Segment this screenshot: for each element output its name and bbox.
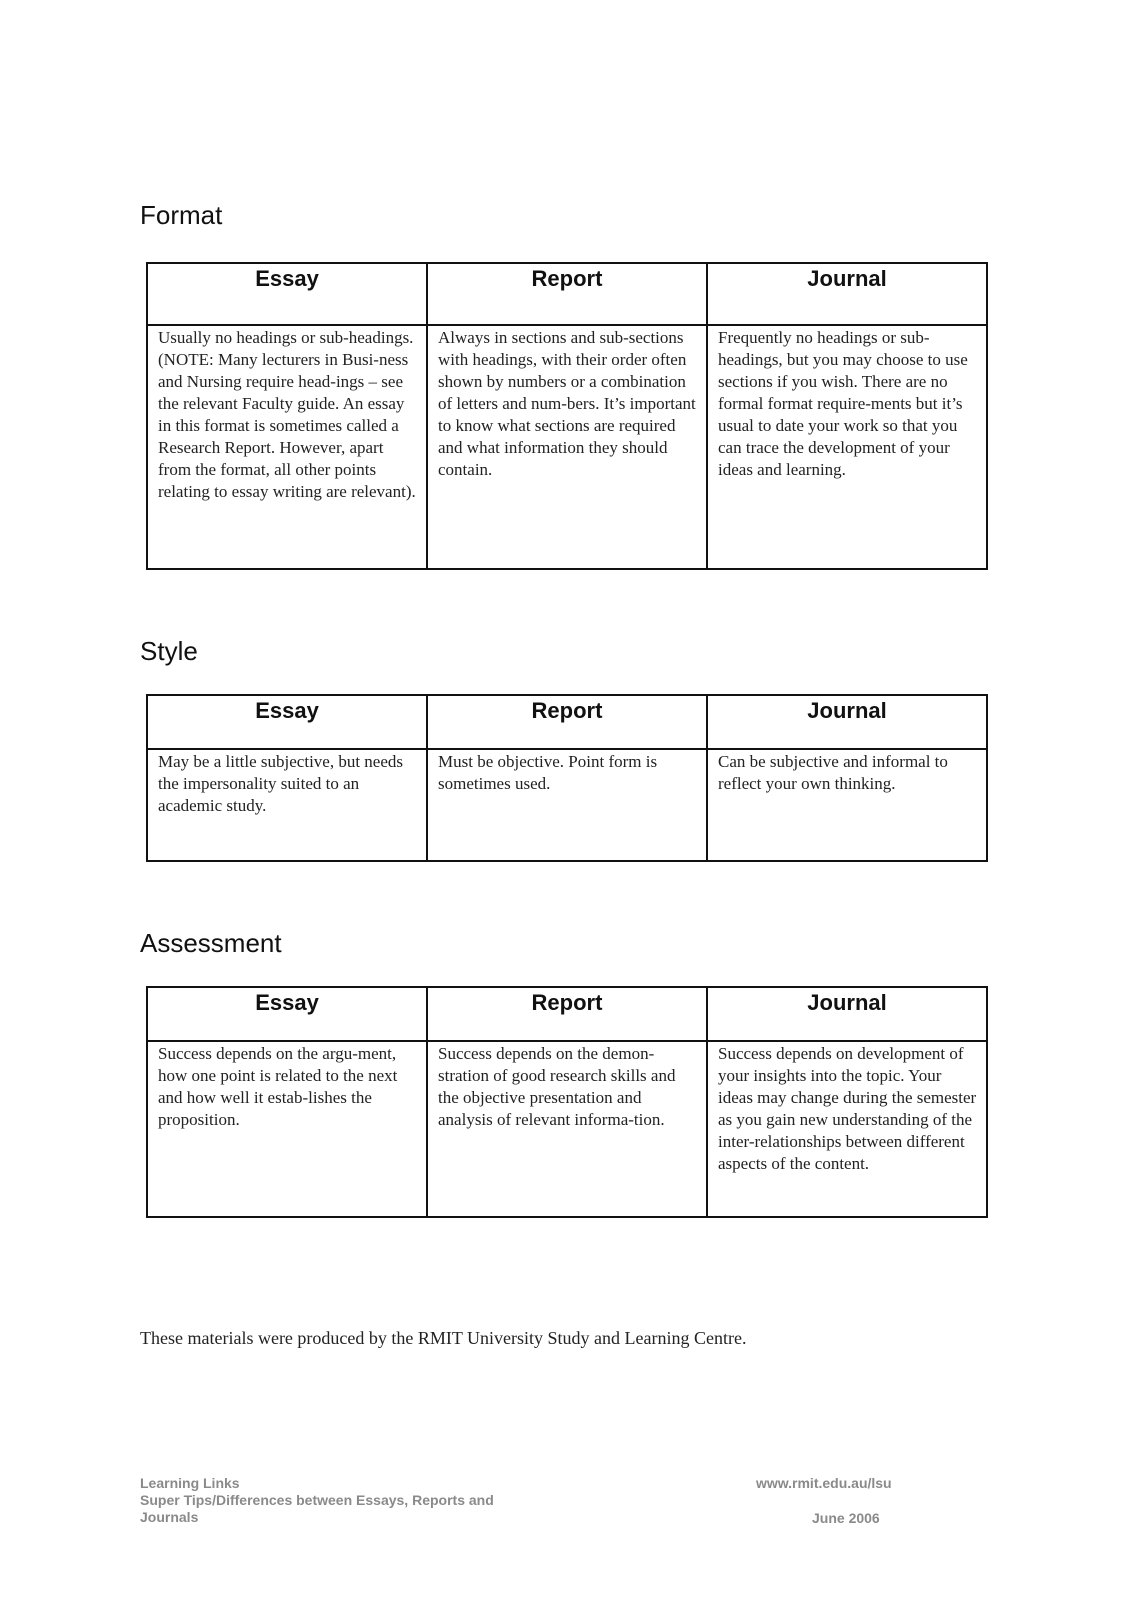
column-header-essay: Essay xyxy=(147,695,427,749)
journal-style-cell: Can be subjective and informal to reflect your own thinking. xyxy=(707,749,987,861)
table-row xyxy=(147,749,987,861)
essay-format-cell xyxy=(147,325,427,569)
table-row xyxy=(147,1041,987,1217)
column-header-essay: Essay xyxy=(147,263,427,325)
style-table xyxy=(146,694,988,862)
report-assessment-cell: Success depends on the demon-stration of good research skills and the objective presentation and analysis of relevant informa-tion. xyxy=(427,1041,707,1217)
essay-format-line1: Usually no headings or sub-headings. (NOTE: Many lecturers in Busi-ness and Nursing require head-ings – see the relevant Faculty guide. An essay in this format is sometimes called a Research Report. However, apart from the format, all other points relating to essay writing are relevant). xyxy=(158,328,416,501)
format-table xyxy=(146,262,988,570)
footer-doc-title-line1: Super Tips/Differences between Essays, Reports and xyxy=(140,1492,494,1508)
assessment-table xyxy=(146,986,988,1218)
column-header-report: Report xyxy=(427,695,707,749)
report-format-cell: Always in sections and sub-sections with headings, with their order often shown by numbers or a combination of letters and num-bers. It’s important to know what sections are required and what information they should contain. xyxy=(427,325,707,569)
essay-assessment-cell: Success depends on the argu-ment, how one point is related to the next and how well it estab-lishes the proposition. xyxy=(147,1041,427,1217)
column-header-journal: Journal xyxy=(707,987,987,1041)
column-header-journal: Journal xyxy=(707,263,987,325)
credit-note: These materials were produced by the RMIT University Study and Learning Centre. xyxy=(140,1328,747,1348)
column-header-journal: Journal xyxy=(707,695,987,749)
column-header-report: Report xyxy=(427,263,707,325)
column-header-report: Report xyxy=(427,987,707,1041)
table-row xyxy=(147,325,987,569)
table-header-row xyxy=(147,987,987,1041)
table-header-row xyxy=(147,695,987,749)
section-title-assessment: Assessment xyxy=(140,928,282,958)
footer-date: June 2006 xyxy=(812,1510,880,1526)
footer-left xyxy=(140,1475,494,1526)
section-title-format: Format xyxy=(140,200,223,230)
footer-url: www.rmit.edu.au/lsu xyxy=(756,1475,892,1491)
report-style-cell: Must be objective. Point form is sometimes used. xyxy=(427,749,707,861)
essay-style-cell: May be a little subjective, but needs the impersonality suited to an academic study. xyxy=(147,749,427,861)
footer-series: Learning Links xyxy=(140,1475,240,1491)
journal-assessment-cell: Success depends on development of your insights into the topic. Your ideas may change during the semester as you gain new understanding of the inter-relationships between different aspects of the content. xyxy=(707,1041,987,1217)
section-title-style: Style xyxy=(140,636,198,666)
column-header-essay: Essay xyxy=(147,987,427,1041)
footer-doc-title-line2: Journals xyxy=(140,1509,199,1525)
table-header-row xyxy=(147,263,987,325)
journal-format-cell: Frequently no headings or sub-headings, but you may choose to use sections if you wish. There are no formal format require-ments but it’s usual to date your work so that you can trace the development of your ideas and learning. xyxy=(707,325,987,569)
